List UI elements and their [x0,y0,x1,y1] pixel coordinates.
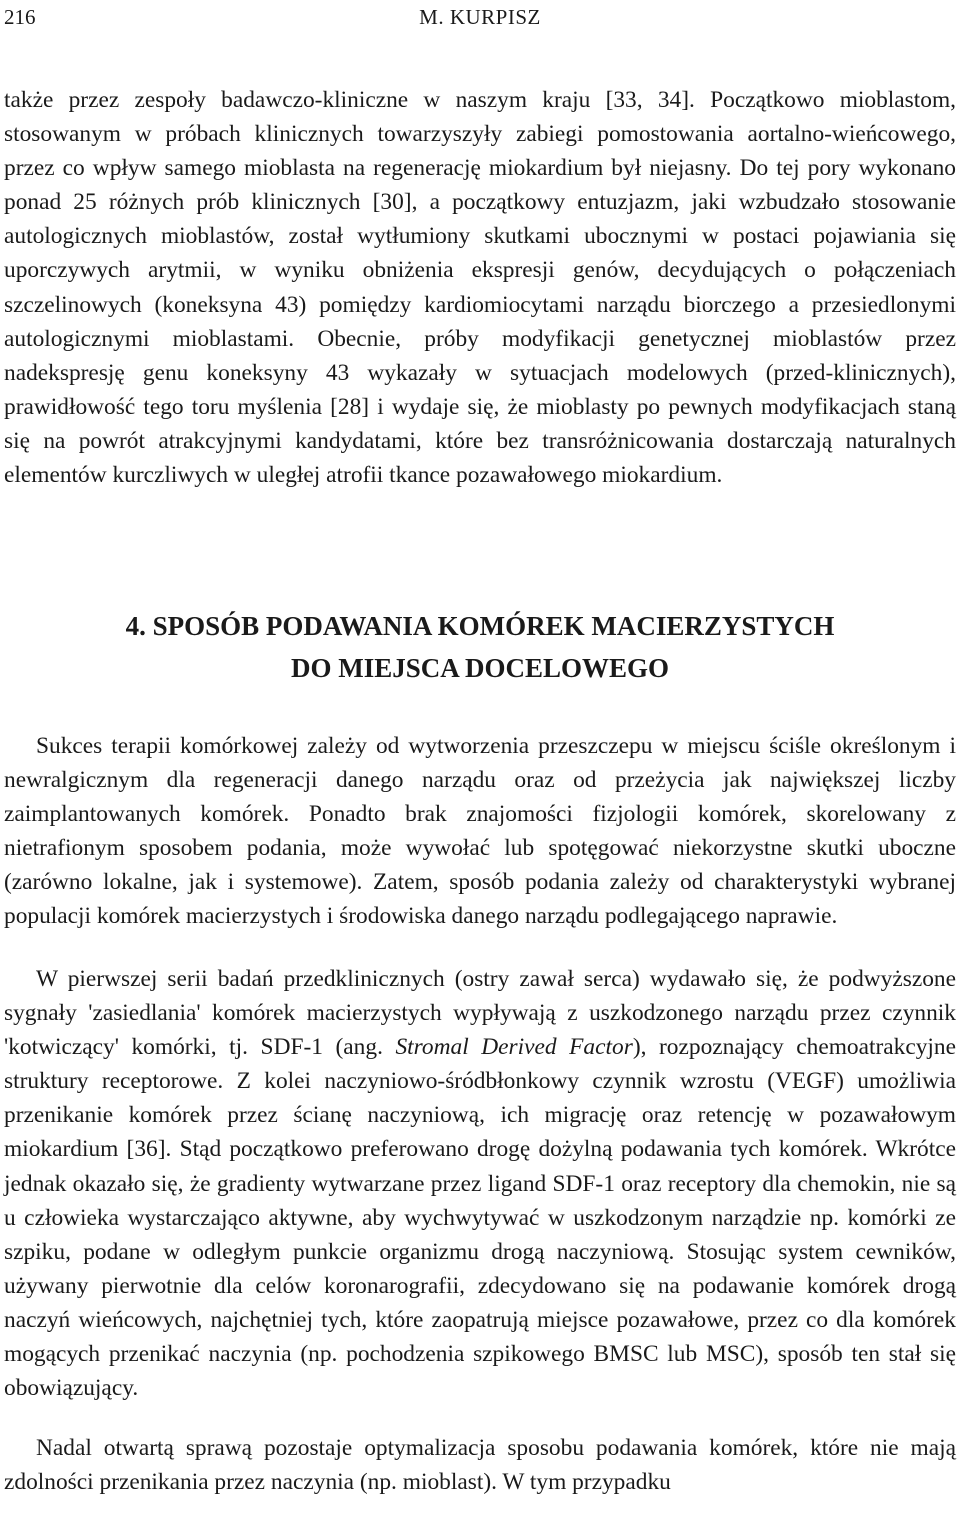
section-heading-line-1: 4. SPOSÓB PODAWANIA KOMÓREK MACIERZYSTYCH [125,611,835,641]
paragraph [4,962,956,1405]
paragraph: Sukces terapii komórkowej zależy od wytworzenia przeszczepu w miejscu ściśle określonym i newralgicznym dla regeneracji danego narządu oraz od przeżycia jak największej liczby zaimplantowanych komórek. Ponadto brak znajomości fizjologii komórek, skorelowany z nietrafionym sposobem podania, może wywołać lub spotęgować niekorzystne skutki uboczne (zarówno lokalne, jak i systemowe). Zatem, sposób podania zależy od charakterystyki wybranej populacji komórek macierzystych i środowiska danego narządu podlegającego naprawie. [4,733,956,930]
italic-term: Stromal Derived Factor [395,1034,633,1061]
paragraph: Nadal otwartą sprawą pozostaje optymalizacja sposobu podawania komórek, które nie mają zdolności przenikania przez naczynia (np. mioblast). W tym przypadku [4,1435,956,1496]
page-number: 216 [4,5,36,29]
section-heading [0,605,960,689]
running-title: M. KURPISZ [419,5,541,29]
section-heading-line-2: DO MIEJSCA DOCELOWEGO [290,653,670,683]
paragraph-text: ), rozpoznający chemoatrakcyjne struktury receptorowe. Z kolei naczyniowo-śródbłonkowy czynnik wzrostu (VEGF) umożliwia przenikanie komórek przez ścianę naczyniową, ich migrację oraz retencję w pozawałowym miokardium [36]. Stąd początkowo preferowano drogę dożylną podawania tych komórek. Wkrótce jednak okazało się, że gradienty wytwarzane przez ligand SDF-1 oraz receptory dla chemokin, nie są u człowieka wystarczająco aktywne, aby wychwytywać w uszkodzonym narządzie np. komórki ze szpiku, podane w odległym punkcie organizmu drogą naczyniową. Stosując system cewników, używany pierwotnie dla celów koronarografii, zdecydowano się na podawanie komórek drogą naczyń wieńcowych, najchętniej tych, które zaopatrują miejsce pozawałowe, przez co dla komórek mogących przenikać naczynia (np. pochodzenia szpikowego BMSC lub MSC), sposób ten stał się obowiązujący. [4,1034,956,1402]
running-header [0,0,960,34]
paragraph-continued: także przez zespoły badawczo-kliniczne w naszym kraju [33, 34]. Początkowo mioblastom, stosowanym w próbach klinicznych towarzyszyły zabiegi pomostowania aortalno-wieńcowego, przez co wpływ samego mioblasta na regenerację miokardium był niejasny. Do tej pory wykonano ponad 25 różnych prób klinicznych [30], a początkowy entuzjazm, jaki wzbudzało stosowanie autologicznych mioblastów, został wytłumiony skutkami ubocznymi w postaci pojawiania się uporczywych arytmii, w wyniku obniżenia ekspresji genów, decydujących o połączeniach szczelinowych (koneksyna 43) pomiędzy kardiomiocytami narządu biorczego a przesiedlonymi autologicznymi mioblastami. Obecnie, próby modyfikacji genetycznej mioblastów przez nadekspresję genu koneksyny 43 wykazały w sytuacjach modelowych (przed-klinicznych), prawidłowość tego toru myślenia [28] i wydaje się, że mioblasty po pewnych modyfikacjach staną się na powrót atrakcyjnymi kandydatami, które bez transróżnicowania dostarczają naturalnych elementów kurczliwych w uległej atrofii tkance pozawałowego miokardium. [4,87,956,489]
paragraph-text: W pierwszej serii badań przedklinicznych (ostry zawał serca) wydawało się, że podwyższone sygnały 'zasiedlania' komórek macierzystych wypływają z uszkodzonego narządu przez czynnik 'kotwiczący' komórki, tj. SDF-1 (ang. [4,966,956,1061]
